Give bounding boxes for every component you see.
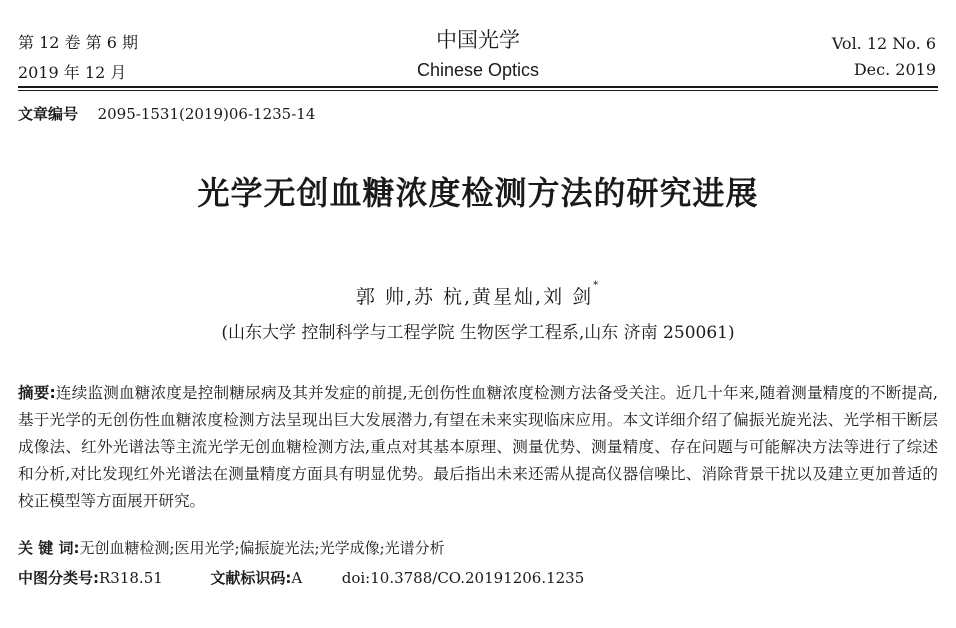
article-number-value: 2095-1531(2019)06-1235-14 — [97, 105, 316, 123]
date-en: Dec. 2019 — [853, 60, 936, 79]
corresponding-author-mark: * — [593, 280, 601, 291]
article-number — [18, 103, 315, 124]
keywords-text: 无创血糖检测;医用光学;偏振旋光法;光学成像;光谱分析 — [79, 539, 445, 557]
volume-issue-cn: 第 12 卷 第 6 期 — [18, 33, 138, 52]
date-cn: 2019 年 12 月 — [18, 63, 127, 82]
document-code-label: 文献标识码: — [210, 569, 292, 587]
document-code-value: A — [291, 569, 303, 587]
keywords — [18, 537, 445, 558]
authors-line — [0, 282, 956, 309]
classification-label: 中图分类号: — [18, 569, 99, 587]
abstract-text: 连续监测血糖浓度是控制糖尿病及其并发症的前提,无创伤性血糖浓度检测方法备受关注。近几十年来,随着测量精度的不断提高,基于光学的无创伤性血糖浓度检测方法呈现出巨大发展潜力,有望在未来实现临床应用。本文详细介绍了偏振光旋光法、光学相干断层成像法、红外光谱法等主流光学无创血糖检测方法,重点对其基本原理、测量优势、测量精度、存在问题与可能解决方法等进行了综述和分析,对比发现红外光谱法在测量精度方面具有明显优势。最后指出未来还需从提高仪器信噪比、消除背景干扰以及建立更加普适的校正模型等方面展开研究。 — [18, 384, 938, 510]
classification-value: R318.51 — [99, 569, 163, 587]
doi: doi:10.3788/CO.20191206.1235 — [341, 569, 585, 587]
journal-title-cn: 中国光学 — [436, 28, 520, 52]
article-title: 光学无创血糖浓度检测方法的研究进展 — [197, 174, 759, 212]
keywords-label: 关 键 词: — [18, 539, 80, 557]
header-rule-thick — [18, 86, 938, 88]
article-number-label: 文章编号 — [18, 105, 79, 123]
abstract-label: 摘要: — [18, 384, 56, 402]
authors: 郭 帅,苏 杭,黄星灿,刘 剑 — [355, 286, 594, 308]
classification-line — [18, 567, 584, 588]
header-rule-thin — [18, 90, 938, 91]
volume-issue-en: Vol. 12 No. 6 — [831, 34, 936, 53]
affiliation: (山东大学 控制科学与工程学院 生物医学工程系,山东 济南 250061) — [221, 323, 735, 343]
journal-title-en: Chinese Optics — [416, 60, 540, 80]
abstract — [18, 380, 938, 515]
